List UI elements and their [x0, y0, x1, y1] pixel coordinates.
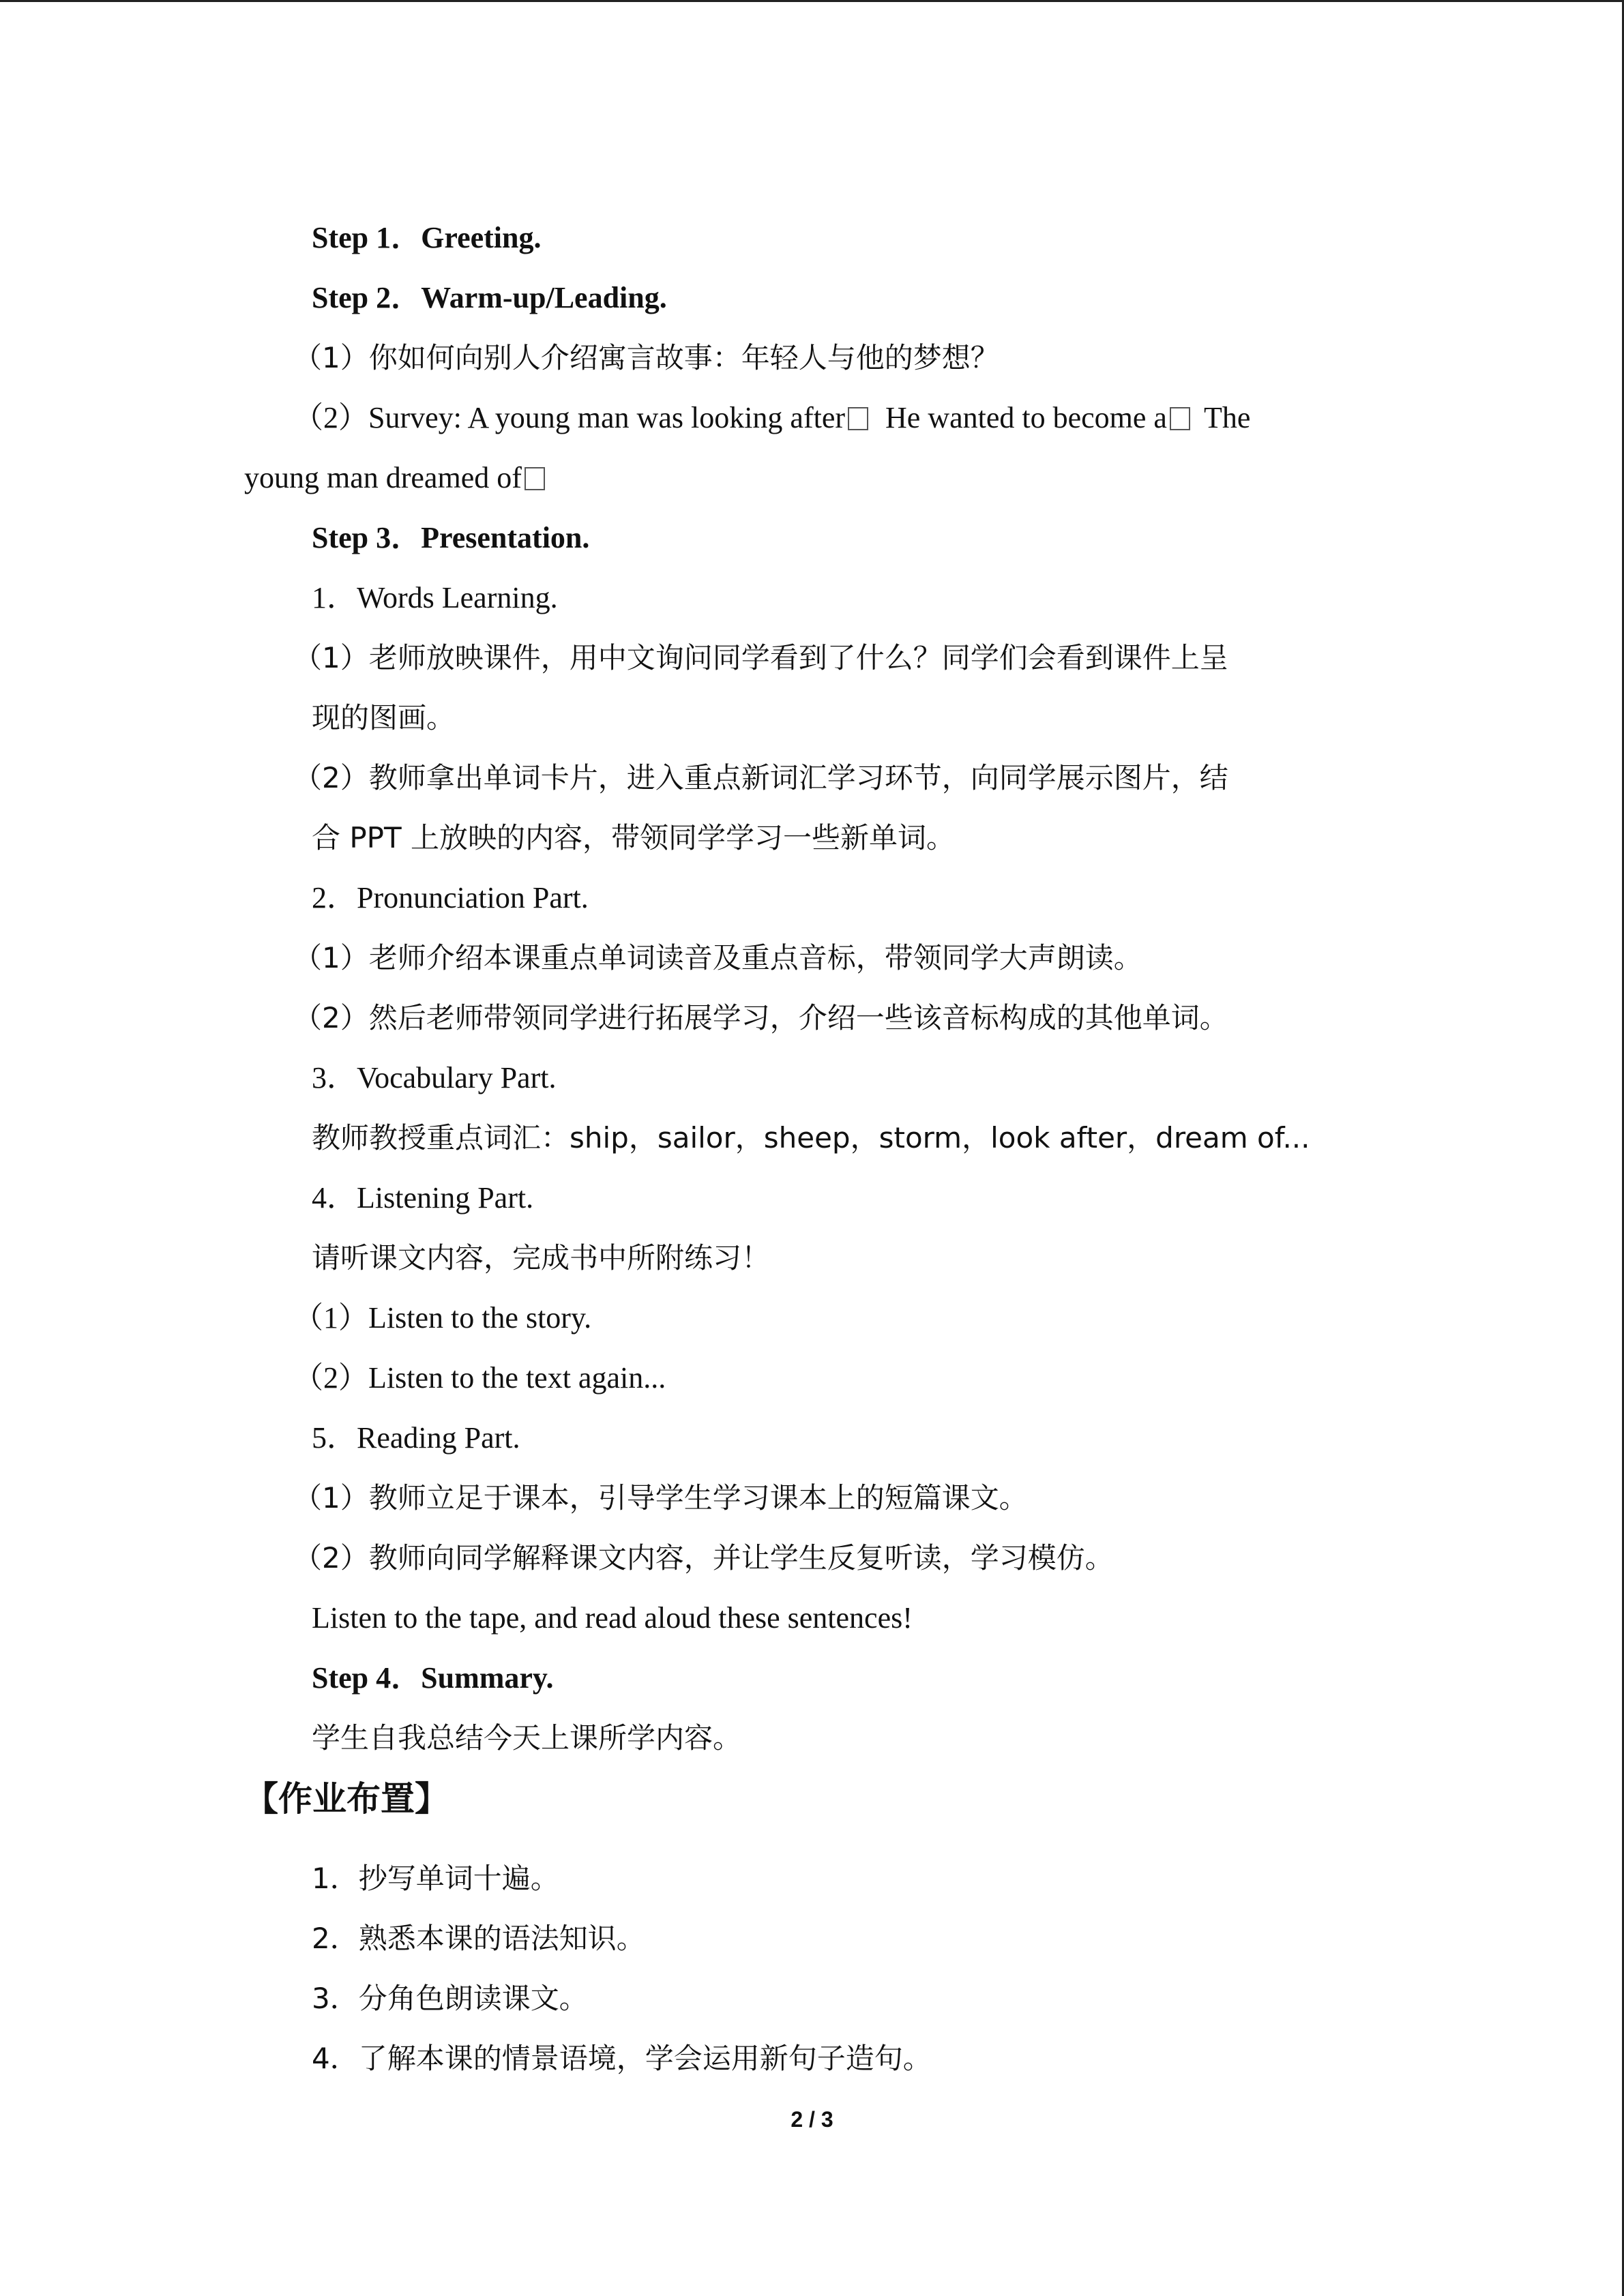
homework-item: 4．了解本课的情景语境，学会运用新句子造句。 — [312, 2042, 932, 2075]
text-line: （1）老师放映课件，用中文询问同学看到了什么？同学们会看到课件上呈 — [293, 641, 1228, 674]
text-line: 合 PPT 上放映的内容，带领同学学习一些新单词。 — [312, 821, 956, 854]
text-line: 2．Pronunciation Part. — [312, 881, 589, 914]
missing-glyph-box — [525, 467, 545, 490]
text-line: （2）教师拿出单词卡片，进入重点新词汇学习环节，向同学展示图片，结 — [293, 761, 1228, 794]
text-line: Step 2．Warm-up/Leading. — [312, 281, 667, 314]
homework-item: 2．熟悉本课的语法知识。 — [312, 1922, 645, 1955]
survey-text-middle: He wanted to become a — [878, 401, 1167, 434]
text-line: 5．Reading Part. — [312, 1421, 520, 1455]
text-line: 3．Vocabulary Part. — [312, 1061, 557, 1094]
text-line: 学生自我总结今天上课所学内容。 — [312, 1721, 742, 1755]
text-line: Step 4．Summary. — [312, 1661, 554, 1695]
text-line: （2）教师向同学解释课文内容，并让学生反复听读，学习模仿。 — [293, 1541, 1114, 1575]
text-line: Step 3．Presentation. — [312, 521, 590, 554]
survey-text-end: The — [1203, 401, 1251, 434]
homework-item: 3．分角色朗读课文。 — [312, 1982, 588, 2015]
text-line: （1）Listen to the story. — [293, 1301, 592, 1335]
text-line: 4．Listening Part. — [312, 1181, 534, 1214]
homework-heading: 【作业布置】 — [244, 1779, 449, 1819]
missing-glyph-box — [848, 407, 868, 430]
missing-glyph-box — [1170, 407, 1190, 430]
text-line: （2）然后老师带领同学进行拓展学习，介绍一些该音标构成的其他单词。 — [293, 1001, 1228, 1034]
text-line: 现的图画。 — [312, 701, 456, 734]
text-line: （1）老师介绍本课重点单词读音及重点音标，带领同学大声朗读。 — [293, 941, 1142, 974]
text-line: Step 1．Greeting. — [312, 221, 542, 254]
text-line: 教师教授重点词汇：ship，sailor，sheep，storm，look after，dream of... — [312, 1121, 1310, 1154]
text-line — [293, 398, 1250, 438]
text-line: （1）你如何向别人介绍寓言故事：年轻人与他的梦想？ — [293, 341, 999, 374]
text-line: 请听课文内容，完成书中所附练习！ — [312, 1241, 771, 1274]
page-number: 2 / 3 — [791, 2107, 833, 2132]
text-line: 1．Words Learning. — [312, 581, 558, 614]
text-line: young man dreamed of — [244, 458, 545, 498]
text-line: （1）教师立足于课本，引导学生学习课本上的短篇课文。 — [293, 1481, 1028, 1515]
survey-text-start: （2）Survey: A young man was looking after — [293, 401, 846, 434]
text-line: Listen to the tape, and read aloud these sentences! — [312, 1601, 913, 1635]
text-line: （2）Listen to the text again... — [293, 1361, 666, 1395]
homework-item: 1．抄写单词十遍。 — [312, 1862, 559, 1895]
